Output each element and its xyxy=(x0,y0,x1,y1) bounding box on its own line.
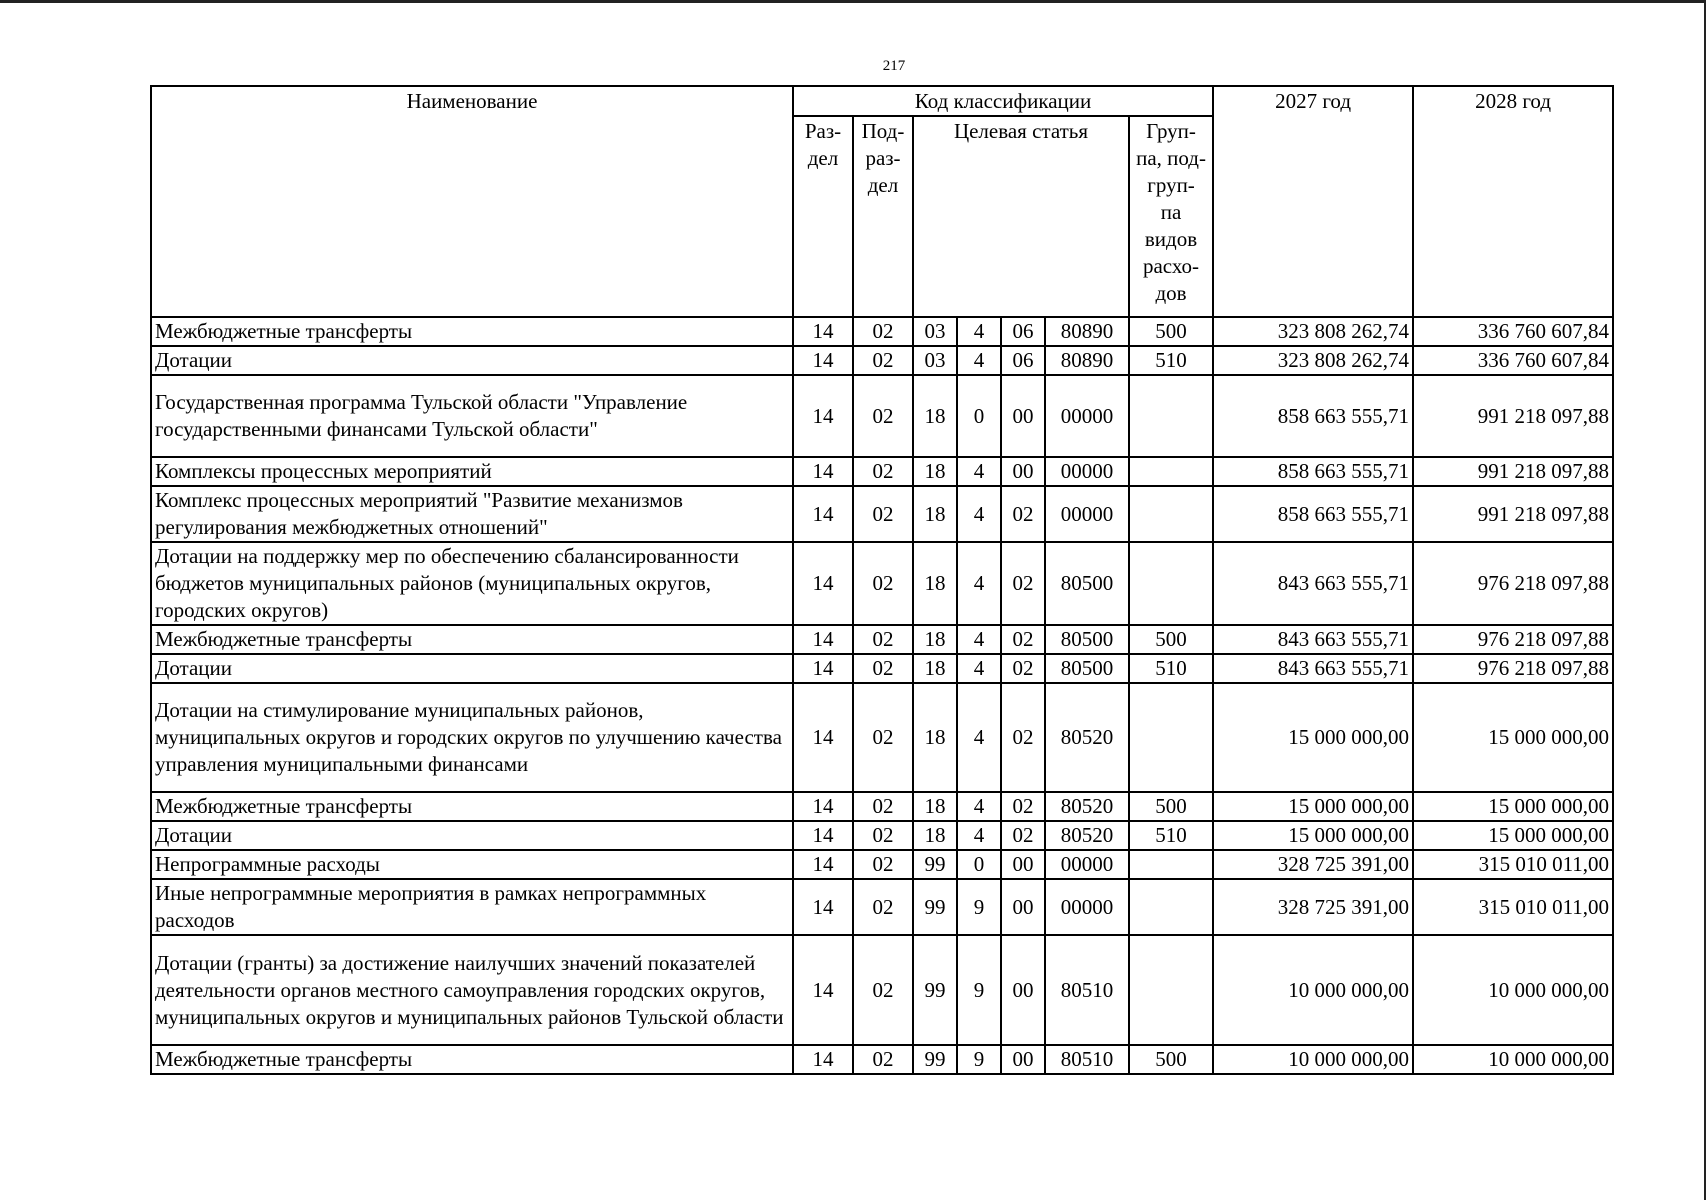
table-row xyxy=(151,317,1613,346)
row-section: 14 xyxy=(793,457,853,486)
row-section: 14 xyxy=(793,346,853,375)
row-amount-2027: 323 808 262,74 xyxy=(1213,346,1413,375)
row-subsection: 02 xyxy=(853,375,913,457)
row-expense-group xyxy=(1129,935,1213,1045)
row-target-program: 18 xyxy=(913,486,957,542)
row-amount-2028: 991 218 097,88 xyxy=(1413,457,1613,486)
row-amount-2028: 15 000 000,00 xyxy=(1413,821,1613,850)
row-target-element: 02 xyxy=(1001,542,1045,625)
row-section: 14 xyxy=(793,1045,853,1074)
row-target-type: 9 xyxy=(957,1045,1001,1074)
row-target-program: 18 xyxy=(913,821,957,850)
row-name: Непрограммные расходы xyxy=(151,850,793,879)
row-target-program: 18 xyxy=(913,375,957,457)
row-expense-group: 500 xyxy=(1129,1045,1213,1074)
row-target-program: 03 xyxy=(913,346,957,375)
scan-border-top xyxy=(0,0,1706,3)
row-subsection: 02 xyxy=(853,317,913,346)
row-target-element: 02 xyxy=(1001,625,1045,654)
row-expense-group xyxy=(1129,457,1213,486)
row-name: Государственная программа Тульской области "Управление государственными финансами Тульской области" xyxy=(151,375,793,457)
row-target-direction: 80510 xyxy=(1045,935,1129,1045)
row-amount-2028: 976 218 097,88 xyxy=(1413,542,1613,625)
row-target-direction: 00000 xyxy=(1045,850,1129,879)
row-section: 14 xyxy=(793,375,853,457)
row-amount-2027: 15 000 000,00 xyxy=(1213,821,1413,850)
row-subsection: 02 xyxy=(853,850,913,879)
row-section: 14 xyxy=(793,654,853,683)
table-row xyxy=(151,654,1613,683)
row-section: 14 xyxy=(793,542,853,625)
row-target-type: 4 xyxy=(957,317,1001,346)
row-section: 14 xyxy=(793,317,853,346)
row-expense-group: 500 xyxy=(1129,792,1213,821)
header-year-2028: 2028 год xyxy=(1413,86,1613,317)
row-amount-2027: 858 663 555,71 xyxy=(1213,486,1413,542)
header-target-article: Целевая статья xyxy=(913,116,1129,317)
row-target-element: 00 xyxy=(1001,457,1045,486)
row-amount-2028: 336 760 607,84 xyxy=(1413,317,1613,346)
row-name: Дотации (гранты) за достижение наилучших значений показателей деятельности органов местного самоуправления городских округов, муниципальных округов и муниципальных районов Тульской области xyxy=(151,935,793,1045)
row-amount-2028: 10 000 000,00 xyxy=(1413,935,1613,1045)
row-target-program: 99 xyxy=(913,879,957,935)
row-target-direction: 80520 xyxy=(1045,792,1129,821)
row-amount-2027: 843 663 555,71 xyxy=(1213,542,1413,625)
table-row xyxy=(151,792,1613,821)
row-target-direction: 00000 xyxy=(1045,486,1129,542)
row-target-type: 4 xyxy=(957,821,1001,850)
row-target-program: 03 xyxy=(913,317,957,346)
row-name: Комплекс процессных мероприятий "Развитие механизмов регулирования межбюджетных отношений" xyxy=(151,486,793,542)
row-amount-2028: 10 000 000,00 xyxy=(1413,1045,1613,1074)
row-subsection: 02 xyxy=(853,542,913,625)
row-amount-2027: 10 000 000,00 xyxy=(1213,1045,1413,1074)
row-subsection: 02 xyxy=(853,683,913,792)
header-subsection: Под- раз- дел xyxy=(853,116,913,317)
row-amount-2027: 15 000 000,00 xyxy=(1213,792,1413,821)
row-target-program: 99 xyxy=(913,850,957,879)
row-target-direction: 80500 xyxy=(1045,654,1129,683)
row-subsection: 02 xyxy=(853,654,913,683)
row-target-element: 06 xyxy=(1001,317,1045,346)
row-target-type: 4 xyxy=(957,346,1001,375)
row-amount-2028: 991 218 097,88 xyxy=(1413,375,1613,457)
row-target-direction: 00000 xyxy=(1045,375,1129,457)
table-row xyxy=(151,850,1613,879)
row-amount-2027: 858 663 555,71 xyxy=(1213,375,1413,457)
row-amount-2028: 315 010 011,00 xyxy=(1413,879,1613,935)
row-amount-2027: 10 000 000,00 xyxy=(1213,935,1413,1045)
table-row xyxy=(151,346,1613,375)
table-row xyxy=(151,542,1613,625)
row-name: Дотации на поддержку мер по обеспечению сбалансированности бюджетов муниципальных районов (муниципальных округов, городских округов) xyxy=(151,542,793,625)
row-expense-group xyxy=(1129,542,1213,625)
table-row xyxy=(151,625,1613,654)
table-row xyxy=(151,821,1613,850)
row-amount-2027: 858 663 555,71 xyxy=(1213,457,1413,486)
row-target-element: 02 xyxy=(1001,654,1045,683)
row-expense-group: 510 xyxy=(1129,821,1213,850)
row-section: 14 xyxy=(793,683,853,792)
row-expense-group: 500 xyxy=(1129,317,1213,346)
header-expense-group: Груп- па, под- груп- па видов расхо- дов xyxy=(1129,116,1213,317)
row-name: Межбюджетные трансферты xyxy=(151,792,793,821)
row-target-type: 4 xyxy=(957,457,1001,486)
row-amount-2027: 15 000 000,00 xyxy=(1213,683,1413,792)
row-target-program: 99 xyxy=(913,935,957,1045)
header-section: Раз- дел xyxy=(793,116,853,317)
row-target-element: 00 xyxy=(1001,879,1045,935)
row-expense-group xyxy=(1129,683,1213,792)
row-name: Дотации xyxy=(151,654,793,683)
row-target-direction: 00000 xyxy=(1045,457,1129,486)
row-target-direction: 80520 xyxy=(1045,821,1129,850)
row-amount-2028: 976 218 097,88 xyxy=(1413,654,1613,683)
row-amount-2027: 323 808 262,74 xyxy=(1213,317,1413,346)
row-target-direction: 80500 xyxy=(1045,542,1129,625)
row-expense-group: 510 xyxy=(1129,346,1213,375)
row-amount-2028: 336 760 607,84 xyxy=(1413,346,1613,375)
row-subsection: 02 xyxy=(853,625,913,654)
row-target-type: 4 xyxy=(957,625,1001,654)
row-target-direction: 00000 xyxy=(1045,879,1129,935)
row-target-direction: 80520 xyxy=(1045,683,1129,792)
row-target-direction: 80500 xyxy=(1045,625,1129,654)
row-expense-group xyxy=(1129,486,1213,542)
table-row xyxy=(151,879,1613,935)
row-name: Межбюджетные трансферты xyxy=(151,317,793,346)
row-subsection: 02 xyxy=(853,821,913,850)
row-section: 14 xyxy=(793,821,853,850)
row-target-type: 9 xyxy=(957,879,1001,935)
row-target-type: 4 xyxy=(957,792,1001,821)
row-target-program: 18 xyxy=(913,625,957,654)
row-target-element: 00 xyxy=(1001,1045,1045,1074)
page-number: 217 xyxy=(882,58,906,74)
row-target-element: 02 xyxy=(1001,683,1045,792)
row-subsection: 02 xyxy=(853,486,913,542)
table-row xyxy=(151,375,1613,457)
row-section: 14 xyxy=(793,625,853,654)
row-name: Иные непрограммные мероприятия в рамках непрограммных расходов xyxy=(151,879,793,935)
row-target-program: 18 xyxy=(913,792,957,821)
row-section: 14 xyxy=(793,935,853,1045)
row-target-type: 4 xyxy=(957,542,1001,625)
row-name: Межбюджетные трансферты xyxy=(151,1045,793,1074)
row-target-type: 0 xyxy=(957,375,1001,457)
row-expense-group xyxy=(1129,850,1213,879)
row-amount-2028: 315 010 011,00 xyxy=(1413,850,1613,879)
row-expense-group xyxy=(1129,375,1213,457)
row-target-direction: 80890 xyxy=(1045,317,1129,346)
row-target-direction: 80510 xyxy=(1045,1045,1129,1074)
row-target-direction: 80890 xyxy=(1045,346,1129,375)
row-amount-2027: 328 725 391,00 xyxy=(1213,850,1413,879)
row-target-element: 02 xyxy=(1001,486,1045,542)
row-subsection: 02 xyxy=(853,457,913,486)
row-target-element: 00 xyxy=(1001,375,1045,457)
row-target-program: 99 xyxy=(913,1045,957,1074)
row-subsection: 02 xyxy=(853,346,913,375)
row-target-element: 06 xyxy=(1001,346,1045,375)
row-name: Комплексы процессных мероприятий xyxy=(151,457,793,486)
row-expense-group: 510 xyxy=(1129,654,1213,683)
row-amount-2027: 843 663 555,71 xyxy=(1213,625,1413,654)
row-target-type: 4 xyxy=(957,486,1001,542)
header-year-2027: 2027 год xyxy=(1213,86,1413,317)
row-section: 14 xyxy=(793,486,853,542)
row-target-element: 00 xyxy=(1001,935,1045,1045)
row-amount-2028: 991 218 097,88 xyxy=(1413,486,1613,542)
row-section: 14 xyxy=(793,879,853,935)
row-target-element: 02 xyxy=(1001,792,1045,821)
table-header xyxy=(151,86,1613,317)
row-name: Дотации на стимулирование муниципальных районов, муниципальных округов и городских округов по улучшению качества управления муниципальными финансами xyxy=(151,683,793,792)
row-subsection: 02 xyxy=(853,792,913,821)
row-target-element: 00 xyxy=(1001,850,1045,879)
table-row xyxy=(151,486,1613,542)
row-target-type: 0 xyxy=(957,850,1001,879)
row-name: Межбюджетные трансферты xyxy=(151,625,793,654)
row-section: 14 xyxy=(793,792,853,821)
row-target-type: 4 xyxy=(957,654,1001,683)
row-amount-2028: 15 000 000,00 xyxy=(1413,683,1613,792)
row-amount-2028: 15 000 000,00 xyxy=(1413,792,1613,821)
row-name: Дотации xyxy=(151,821,793,850)
row-target-program: 18 xyxy=(913,654,957,683)
row-name: Дотации xyxy=(151,346,793,375)
header-name: Наименование xyxy=(151,86,793,317)
row-subsection: 02 xyxy=(853,1045,913,1074)
budget-table xyxy=(150,85,1614,1075)
row-target-element: 02 xyxy=(1001,821,1045,850)
row-target-program: 18 xyxy=(913,683,957,792)
row-amount-2027: 843 663 555,71 xyxy=(1213,654,1413,683)
table-row xyxy=(151,1045,1613,1074)
row-target-program: 18 xyxy=(913,457,957,486)
row-expense-group xyxy=(1129,879,1213,935)
table-row xyxy=(151,935,1613,1045)
row-amount-2027: 328 725 391,00 xyxy=(1213,879,1413,935)
table-row xyxy=(151,457,1613,486)
row-target-type: 9 xyxy=(957,935,1001,1045)
row-section: 14 xyxy=(793,850,853,879)
row-target-type: 4 xyxy=(957,683,1001,792)
row-subsection: 02 xyxy=(853,879,913,935)
row-target-program: 18 xyxy=(913,542,957,625)
table-body xyxy=(151,317,1613,1074)
row-expense-group: 500 xyxy=(1129,625,1213,654)
header-classification: Код классификации xyxy=(793,86,1213,116)
table-row xyxy=(151,683,1613,792)
row-amount-2028: 976 218 097,88 xyxy=(1413,625,1613,654)
row-subsection: 02 xyxy=(853,935,913,1045)
